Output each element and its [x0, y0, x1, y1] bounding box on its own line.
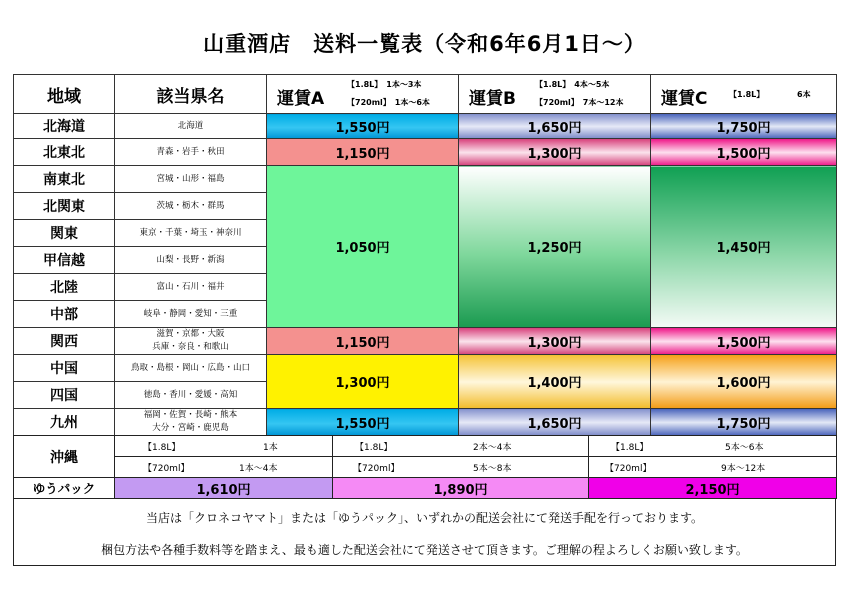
price-cell: 1,750円	[651, 114, 837, 139]
okinawa-yupack-table	[13, 435, 837, 499]
okinawa-note	[333, 436, 589, 457]
okinawa-note	[115, 436, 333, 457]
region-cell: 四国	[14, 382, 115, 409]
okinawa-note-qty: 5本～6本	[725, 443, 764, 453]
footer-line-1: 当店は「クロネコヤマト」または「ゆうパック」、いずれかの配送会社にて発送手配を行っております。	[145, 511, 704, 525]
prefecture-cell: 北海道	[115, 114, 267, 139]
price-cell: 1,150円	[267, 328, 459, 355]
okinawa-note-size: 【720ml】	[605, 464, 652, 474]
prefecture-cell: 東京・千葉・埼玉・神奈川	[115, 220, 267, 247]
yupack-row	[14, 478, 837, 499]
footer-notes	[13, 499, 836, 566]
price-cell: 1,550円	[267, 114, 459, 139]
prefecture-cell: 徳島・香川・愛媛・高知	[115, 382, 267, 409]
prefecture-cell: 青森・岩手・秋田	[115, 139, 267, 166]
yupack-label: ゆうパック	[14, 478, 115, 499]
rate-c-note-qty: 6本	[797, 90, 811, 99]
price-cell: 1,400円	[459, 355, 651, 409]
price-cell: 1,450円	[651, 166, 837, 328]
prefecture-cell: 鳥取・島根・岡山・広島・山口	[115, 355, 267, 382]
okinawa-note	[589, 457, 837, 478]
price-cell: 1,500円	[651, 328, 837, 355]
rate-a-note-1: 【1.8L】 1本～3本	[347, 80, 422, 89]
header-rate-b	[459, 75, 651, 114]
prefecture-cell: 富山・石川・福井	[115, 274, 267, 301]
region-cell: 北海道	[14, 114, 115, 139]
region-cell: 北関東	[14, 193, 115, 220]
rate-a-note-2: 【720ml】 1本～6本	[347, 98, 430, 107]
table-row	[14, 166, 837, 193]
okinawa-note-qty: 1本～4本	[239, 464, 278, 474]
region-cell: 中国	[14, 355, 115, 382]
rate-b-note-1: 【1.8L】 4本～5本	[535, 80, 610, 89]
okinawa-note-qty: 1本	[263, 443, 278, 453]
header-prefectures: 該当県名	[115, 75, 267, 114]
okinawa-note-size: 【720ml】	[143, 464, 190, 474]
rate-b-label: 運賃B	[469, 89, 516, 109]
table-row	[14, 139, 837, 166]
price-cell: 1,050円	[267, 166, 459, 328]
rate-c-label: 運賃C	[661, 89, 708, 109]
table-row	[14, 355, 837, 382]
table-header-row	[14, 75, 837, 114]
okinawa-row-2	[14, 457, 837, 478]
prefecture-line: 福岡・佐賀・長崎・熊本	[143, 410, 238, 420]
yupack-price-cell: 2,150円	[589, 478, 837, 499]
okinawa-note	[333, 457, 589, 478]
prefecture-cell: 茨城・栃木・群馬	[115, 193, 267, 220]
prefecture-cell: 山梨・長野・新潟	[115, 247, 267, 274]
header-rate-c	[651, 75, 837, 114]
region-cell: 北陸	[14, 274, 115, 301]
table-row	[14, 409, 837, 436]
region-cell: 甲信越	[14, 247, 115, 274]
price-cell: 1,550円	[267, 409, 459, 436]
okinawa-note	[589, 436, 837, 457]
price-cell: 1,150円	[267, 139, 459, 166]
region-cell: 中部	[14, 301, 115, 328]
price-cell: 1,300円	[459, 328, 651, 355]
okinawa-label: 沖縄	[14, 436, 115, 478]
okinawa-note-size: 【1.8L】	[143, 443, 181, 453]
region-cell: 北東北	[14, 139, 115, 166]
header-region: 地域	[14, 75, 115, 114]
price-cell: 1,250円	[459, 166, 651, 328]
rate-c-note-1: 【1.8L】	[729, 90, 765, 99]
prefecture-line: 滋賀・京都・大阪	[156, 329, 225, 339]
price-cell: 1,750円	[651, 409, 837, 436]
price-cell: 1,650円	[459, 409, 651, 436]
prefecture-cell: 宮城・山形・福島	[115, 166, 267, 193]
table-row	[14, 328, 837, 355]
rate-a-label: 運賃A	[277, 89, 325, 109]
okinawa-note-size: 【1.8L】	[611, 443, 649, 453]
price-cell: 1,300円	[267, 355, 459, 409]
prefecture-cell: 岐阜・静岡・愛知・三重	[115, 301, 267, 328]
prefecture-line: 大分・宮崎・鹿児島	[152, 423, 229, 433]
shipping-rate-table	[13, 74, 837, 436]
yupack-price-cell: 1,890円	[333, 478, 589, 499]
okinawa-note-qty: 9本～12本	[721, 464, 766, 474]
okinawa-note-size: 【1.8L】	[355, 443, 393, 453]
price-cell: 1,600円	[651, 355, 837, 409]
okinawa-note-qty: 2本～4本	[473, 443, 512, 453]
okinawa-note-qty: 5本～8本	[473, 464, 512, 474]
rate-b-note-2: 【720ml】 7本～12本	[535, 98, 624, 107]
footer-line-2: 梱包方法や各種手数料等を踏まえ、最も適した配送会社にて発送させて頂きます。ご理解の程よろしくお願い致します。	[101, 543, 748, 557]
price-cell: 1,500円	[651, 139, 837, 166]
prefecture-line: 兵庫・奈良・和歌山	[152, 342, 229, 352]
prefecture-cell	[115, 328, 267, 355]
okinawa-row-1	[14, 436, 837, 457]
price-cell: 1,650円	[459, 114, 651, 139]
okinawa-note-size: 【720ml】	[353, 464, 400, 474]
page-title: 山重酒店 送料一覧表（令和6年6月1日～）	[203, 32, 646, 56]
table-row	[14, 114, 837, 139]
okinawa-note	[115, 457, 333, 478]
price-cell: 1,300円	[459, 139, 651, 166]
region-cell: 関東	[14, 220, 115, 247]
region-cell: 九州	[14, 409, 115, 436]
prefecture-cell	[115, 409, 267, 436]
header-rate-a	[267, 75, 459, 114]
region-cell: 南東北	[14, 166, 115, 193]
region-cell: 関西	[14, 328, 115, 355]
yupack-price-cell: 1,610円	[115, 478, 333, 499]
